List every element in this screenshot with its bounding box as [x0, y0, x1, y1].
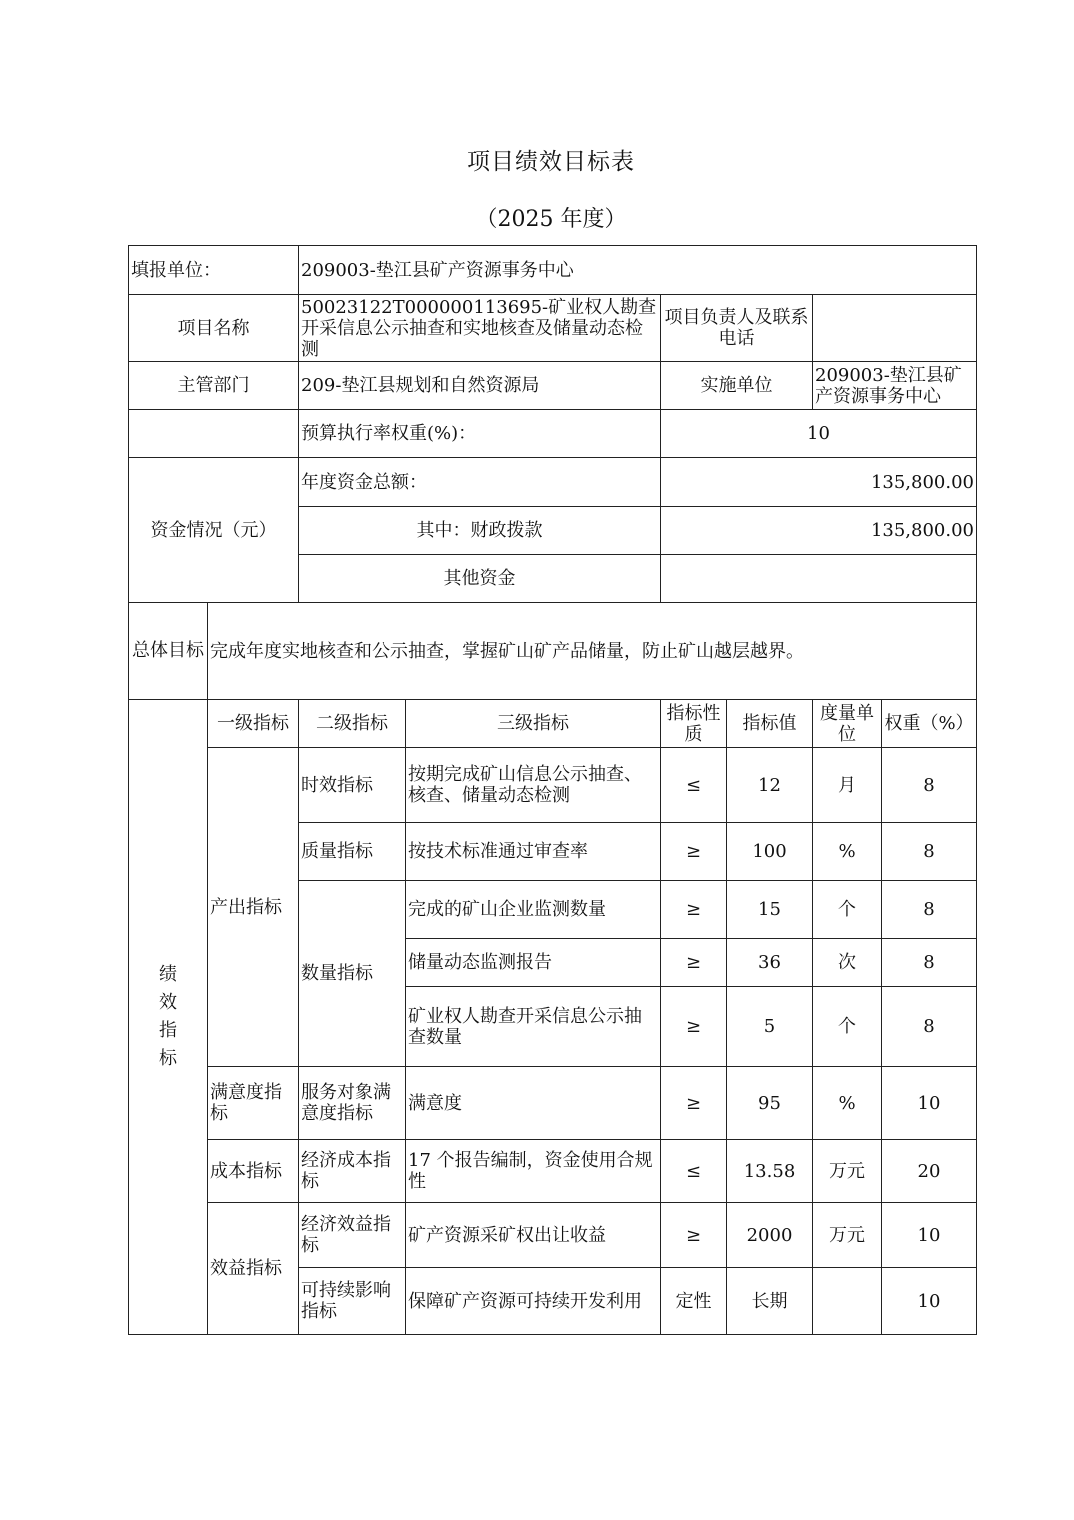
- header-level2: 二级指标: [299, 700, 406, 748]
- level2-cell: 经济效益指标: [299, 1203, 406, 1268]
- unit-cell: 次: [813, 939, 882, 987]
- level2-cell: 可持续影响指标: [299, 1268, 406, 1335]
- budget-weight-row: [129, 410, 977, 458]
- page-subtitle: （2025 年度）: [475, 207, 627, 232]
- value-cell: 2000: [727, 1203, 813, 1268]
- level3-cell: 矿业权人勘查开采信息公示抽查数量: [406, 987, 661, 1067]
- overall-goal-text: 完成年度实地核查和公示抽查，掌握矿山矿产品储量，防止矿山越层越界。: [208, 603, 977, 700]
- indicator-row: [129, 1140, 977, 1203]
- nature-cell: 定性: [661, 1268, 727, 1335]
- value-cell: 36: [727, 939, 813, 987]
- weight-cell: 10: [882, 1203, 977, 1268]
- unit-cell: 万元: [813, 1203, 882, 1268]
- unit-cell: %: [813, 823, 882, 881]
- level2-cell: 质量指标: [299, 823, 406, 881]
- performance-label: 绩效指标: [129, 700, 208, 1335]
- unit-cell: [813, 1268, 882, 1335]
- funds-total-label: 年度资金总额：: [299, 458, 661, 507]
- weight-cell: 8: [882, 748, 977, 823]
- level3-cell: 17 个报告编制，资金使用合规性: [406, 1140, 661, 1203]
- value-cell: 13.58: [727, 1140, 813, 1203]
- weight-cell: 20: [882, 1140, 977, 1203]
- level3-cell: 矿产资源采矿权出让收益: [406, 1203, 661, 1268]
- implementer-value: 209003-垫江县矿产资源事务中心: [813, 362, 977, 410]
- level3-cell: 按期完成矿山信息公示抽查、核查、储量动态检测: [406, 748, 661, 823]
- project-name-value: 50023122T000000113695-矿业权人勘查开采信息公示抽查和实地核查及储量动态检测: [299, 295, 661, 362]
- value-cell: 12: [727, 748, 813, 823]
- funds-fiscal-label: 其中：财政拨款: [299, 507, 661, 555]
- level3-cell: 按技术标准通过审查率: [406, 823, 661, 881]
- nature-cell: ≥: [661, 823, 727, 881]
- nature-cell: ≥: [661, 881, 727, 939]
- funds-other-value: [661, 555, 977, 603]
- nature-cell: ≤: [661, 748, 727, 823]
- level3-cell: 储量动态监测报告: [406, 939, 661, 987]
- level1-satisfaction: 满意度指标: [208, 1067, 299, 1140]
- level2-cell: 服务对象满意度指标: [299, 1067, 406, 1140]
- overall-goal-row: [129, 603, 977, 700]
- project-leader-label: 项目负责人及联系电话: [661, 295, 813, 362]
- weight-cell: 8: [882, 823, 977, 881]
- overall-goal-label: 总体目标: [129, 603, 208, 700]
- budget-weight-value: 10: [661, 410, 977, 458]
- value-cell: 长期: [727, 1268, 813, 1335]
- department-label: 主管部门: [129, 362, 299, 410]
- project-name-label: 项目名称: [129, 295, 299, 362]
- page-title: 项目绩效目标表: [467, 149, 635, 175]
- implementer-label: 实施单位: [661, 362, 813, 410]
- unit-cell: 个: [813, 987, 882, 1067]
- header-value: 指标值: [727, 700, 813, 748]
- unit-cell: 万元: [813, 1140, 882, 1203]
- level2-quantity: 数量指标: [299, 881, 406, 1067]
- indicator-header-row: [129, 700, 977, 748]
- department-value: 209-垫江县规划和自然资源局: [299, 362, 661, 410]
- unit-cell: 月: [813, 748, 882, 823]
- funds-total-row: [129, 458, 977, 507]
- weight-cell: 10: [882, 1067, 977, 1140]
- filler-label: 填报单位：: [129, 246, 299, 295]
- funds-total-value: 135,800.00: [661, 458, 977, 507]
- value-cell: 15: [727, 881, 813, 939]
- funds-label: 资金情况（元）: [129, 458, 299, 603]
- level1-cost: 成本指标: [208, 1140, 299, 1203]
- budget-weight-label: 预算执行率权重(%)：: [299, 410, 661, 458]
- indicator-row: [129, 748, 977, 823]
- filler-row: [129, 246, 977, 295]
- weight-cell: 8: [882, 881, 977, 939]
- nature-cell: ≥: [661, 987, 727, 1067]
- level3-cell: 满意度: [406, 1067, 661, 1140]
- value-cell: 95: [727, 1067, 813, 1140]
- level2-cell: 时效指标: [299, 748, 406, 823]
- project-name-row: [129, 295, 977, 362]
- nature-cell: ≤: [661, 1140, 727, 1203]
- indicator-row: [129, 1067, 977, 1140]
- level3-cell: 保障矿产资源可持续开发利用: [406, 1268, 661, 1335]
- weight-cell: 10: [882, 1268, 977, 1335]
- header-unit: 度量单位: [813, 700, 882, 748]
- funds-fiscal-value: 135,800.00: [661, 507, 977, 555]
- unit-cell: %: [813, 1067, 882, 1140]
- header-nature: 指标性质: [661, 700, 727, 748]
- department-row: [129, 362, 977, 410]
- nature-cell: ≥: [661, 939, 727, 987]
- header-weight: 权重（%）: [882, 700, 977, 748]
- weight-cell: 8: [882, 987, 977, 1067]
- level3-cell: 完成的矿山企业监测数量: [406, 881, 661, 939]
- level1-output: 产出指标: [208, 748, 299, 1067]
- header-level3: 三级指标: [406, 700, 661, 748]
- level2-cell: 经济成本指标: [299, 1140, 406, 1203]
- weight-cell: 8: [882, 939, 977, 987]
- nature-cell: ≥: [661, 1067, 727, 1140]
- value-cell: 5: [727, 987, 813, 1067]
- project-leader-value: [813, 295, 977, 362]
- level1-benefit: 效益指标: [208, 1203, 299, 1335]
- nature-cell: ≥: [661, 1203, 727, 1268]
- header-level1: 一级指标: [208, 700, 299, 748]
- performance-goal-table: [128, 245, 977, 1335]
- unit-cell: 个: [813, 881, 882, 939]
- filler-value: 209003-垫江县矿产资源事务中心: [299, 246, 977, 295]
- value-cell: 100: [727, 823, 813, 881]
- indicator-row: [129, 1203, 977, 1268]
- funds-other-label: 其他资金: [299, 555, 661, 603]
